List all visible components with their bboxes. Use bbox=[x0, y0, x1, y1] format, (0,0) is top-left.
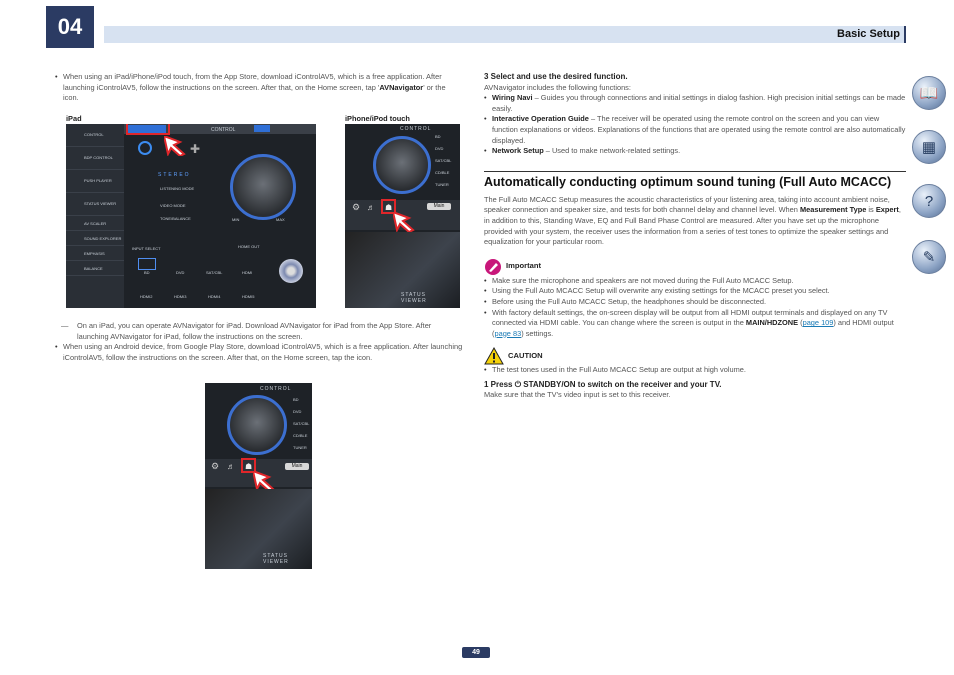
ipad-menu-item: PUSH PLAYER bbox=[66, 170, 124, 193]
input-satcbl: SAT/CBL bbox=[206, 270, 223, 275]
iphone-control-title: CONTROL bbox=[400, 126, 432, 132]
page-number: 49 bbox=[462, 647, 490, 658]
step-3-intro: AVNavigator includes the following functions: bbox=[484, 82, 631, 92]
left-column-lower bbox=[55, 321, 463, 363]
status-viewer-label: STATUS VIEWER bbox=[401, 292, 427, 304]
input-bd-selected bbox=[138, 258, 156, 270]
remote-grid-icon[interactable]: ▦ bbox=[912, 130, 946, 164]
ipad-menu-item: SOUND EXPLORER bbox=[66, 231, 124, 246]
android-input-item: DVD bbox=[293, 409, 302, 414]
android-input-item: CD/BLE bbox=[293, 433, 308, 438]
iphone-volume-knob bbox=[373, 136, 431, 194]
iphone-input-item: SAT/CBL bbox=[435, 158, 452, 163]
listening-mode-label: LISTENING MODE bbox=[160, 186, 195, 191]
standby-icon: ⏻ bbox=[514, 379, 522, 389]
android-volume-knob bbox=[227, 395, 287, 455]
left-column bbox=[55, 72, 463, 104]
android-input-item: TUNER bbox=[293, 445, 307, 450]
android-input-item: BD bbox=[293, 397, 299, 402]
important-pencil-icon bbox=[484, 258, 502, 276]
android-screenshot bbox=[205, 383, 312, 569]
ipad-menu-item: CONTROL bbox=[66, 124, 124, 147]
pointer-arrow-icon bbox=[393, 212, 415, 232]
power-icon bbox=[138, 141, 152, 155]
intro-paragraph: The Full Auto MCACC Setup measures the acoustic characteristics of your listening area, taking into account ambient noise, speaker connection and speaker size, and tests for both channel delay and channel level. When Measurement Type is Expert, in addition to this, Standing Wave, EQ and Full Band Phase Control are measured. After you have set up the microphone provided with your system, the receiver uses the information from a series of test tones to optimize the speaker settings and equalization for your particular room. bbox=[484, 194, 901, 247]
warning-icon bbox=[484, 347, 504, 365]
important-heading: Important bbox=[484, 258, 906, 276]
important-item: • Using the Full Auto MCACC Setup will overwrite any existing settings for the MCACC preset you select. bbox=[484, 286, 906, 297]
faq-icon[interactable]: ? bbox=[912, 184, 946, 218]
tone-balance-label: TONE/BALANCE bbox=[160, 216, 191, 221]
iphone-screenshot bbox=[345, 124, 460, 308]
header-bar-end bbox=[904, 26, 906, 43]
step-1-note: Make sure that the TV's video input is set to this receiver. bbox=[484, 390, 671, 400]
ipad-tab-active bbox=[254, 125, 270, 132]
important-item: • Make sure the microphone and speakers are not moved during the Full Auto MCACC Setup. bbox=[484, 276, 906, 287]
ipad-control-title: CONTROL bbox=[211, 127, 236, 133]
manual-book-icon[interactable]: 📖 bbox=[912, 76, 946, 110]
iphone-input-item: BD bbox=[435, 134, 441, 139]
section-title: Basic Setup bbox=[837, 28, 900, 40]
android-control-title: CONTROL bbox=[260, 386, 292, 392]
function-item: • Wiring Navi – Guides you through connections and initial settings in dialog fashion. High precision initial settings can be made easily. bbox=[484, 93, 906, 114]
input-select-label: INPUT SELECT bbox=[132, 246, 161, 251]
function-item: • Interactive Operation Guide – The receiver will be operated using the remote control on the screen and you can view function explanations or videos. Explanations of the functions that are operated using the remote control are also automatically displayed. bbox=[484, 114, 906, 146]
ipad-sidebar bbox=[66, 124, 124, 308]
caution-heading: CAUTION bbox=[484, 347, 906, 365]
input-bd: BD bbox=[144, 270, 150, 275]
important-item: • With factory default settings, the on-screen display will be output from all HDMI output terminals and displayed on any TV connected via HDMI cable. You can change where the screen is output in the MAIN/HDZONE (page 109) and HDMI output (page 83) settings. bbox=[484, 308, 906, 340]
status-viewer-image bbox=[205, 489, 312, 569]
video-mode-label: VIDEO MODE bbox=[160, 203, 186, 208]
ipad-note: — On an iPad, you can operate AVNavigator for iPad. Download AVNavigator for iPad from the App Store. After launching AVNavigator for iPad, follow the instructions on the screen. bbox=[55, 321, 463, 342]
iphone-input-item: TUNER bbox=[435, 182, 449, 187]
help-tools-icon[interactable]: ✎ bbox=[912, 240, 946, 274]
function-item: • Network Setup – Used to make network-related settings. bbox=[484, 146, 906, 157]
iphone-input-item: CD/BLE bbox=[435, 170, 450, 175]
page-link[interactable]: page 109 bbox=[802, 318, 834, 328]
main-zone-button[interactable]: Main bbox=[285, 463, 309, 470]
input-hdmi3: HDMI3 bbox=[174, 294, 187, 299]
input-hdmi4: HDMI4 bbox=[208, 294, 221, 299]
pointer-arrow-icon bbox=[164, 136, 186, 156]
music-icon: ♬ bbox=[367, 203, 375, 212]
input-hdmi: HDMI bbox=[242, 270, 253, 275]
volume-max: MAX bbox=[276, 217, 285, 222]
label-iphone: iPhone/iPod touch bbox=[345, 114, 410, 123]
input-hdmi2: HDMI2 bbox=[140, 294, 153, 299]
music-icon: ♬ bbox=[227, 462, 235, 471]
pointer-arrow-icon bbox=[253, 471, 275, 491]
chapter-number: 04 bbox=[46, 6, 94, 48]
page-link[interactable]: page 83 bbox=[494, 328, 522, 338]
ipad-menu-item: BDP CONTROL bbox=[66, 147, 124, 170]
right-column bbox=[484, 72, 906, 401]
section-heading: Automatically conducting optimum sound tuning (Full Auto MCACC) bbox=[484, 171, 906, 189]
avnavigator-icon[interactable]: ☗ bbox=[385, 203, 393, 212]
bullet-android: • When using an Android device, from Google Play Store, download iControlAV5, which is a free application. After launching iControlAV5, follow the instructions on the screen. After that, on the Home screen, tap the icon. bbox=[55, 342, 463, 363]
step-1-title: 1 Press ⏻ STANDBY/ON to switch on the receiver and your TV. bbox=[484, 379, 722, 389]
ipad-menu-item: AV SCALER bbox=[66, 216, 124, 231]
important-item: • Before using the Full Auto MCACC Setup, the headphones should be disconnected. bbox=[484, 297, 906, 308]
ipad-menu-item: BALANCE bbox=[66, 261, 124, 276]
disc-icon bbox=[279, 259, 303, 283]
input-dvd: DVD bbox=[176, 270, 185, 275]
android-input-item: SAT/CBL bbox=[293, 421, 310, 426]
step-3-title: 3 Select and use the desired function. bbox=[484, 72, 628, 81]
volume-knob bbox=[230, 154, 296, 220]
highlight-box bbox=[126, 124, 170, 135]
volume-min: MIN bbox=[232, 217, 240, 222]
avnavigator-icon[interactable]: ☗ bbox=[245, 462, 253, 471]
main-zone-button[interactable]: Main bbox=[427, 203, 451, 210]
home-out-label: HOME OUT bbox=[238, 244, 260, 249]
ipad-screenshot bbox=[66, 124, 316, 308]
header-bar bbox=[104, 26, 906, 43]
bullet-ios: • When using an iPad/iPhone/iPod touch, from the App Store, download iControlAV5, which is a free application. After launching iControlAV5, follow the instructions on the screen. After that, on the Home screen, tap 'AVNavigator' or the icon. bbox=[55, 72, 463, 104]
caution-item: • The test tones used in the Full Auto MCACC Setup are output at high volume. bbox=[484, 365, 906, 376]
ipad-menu-item: EMPHASIS bbox=[66, 246, 124, 261]
plus-icon: ✚ bbox=[190, 142, 201, 156]
input-hdmi5: HDMI5 bbox=[242, 294, 255, 299]
status-viewer-label: STATUS VIEWER bbox=[263, 553, 289, 565]
stereo-label: STEREO bbox=[158, 172, 191, 178]
ipad-menu-item: STATUS VIEWER bbox=[66, 193, 124, 216]
iphone-input-item: DVD bbox=[435, 146, 444, 151]
label-ipad: iPad bbox=[66, 114, 82, 123]
gear-icon: ⚙ bbox=[211, 461, 220, 471]
gear-icon: ⚙ bbox=[352, 202, 361, 212]
